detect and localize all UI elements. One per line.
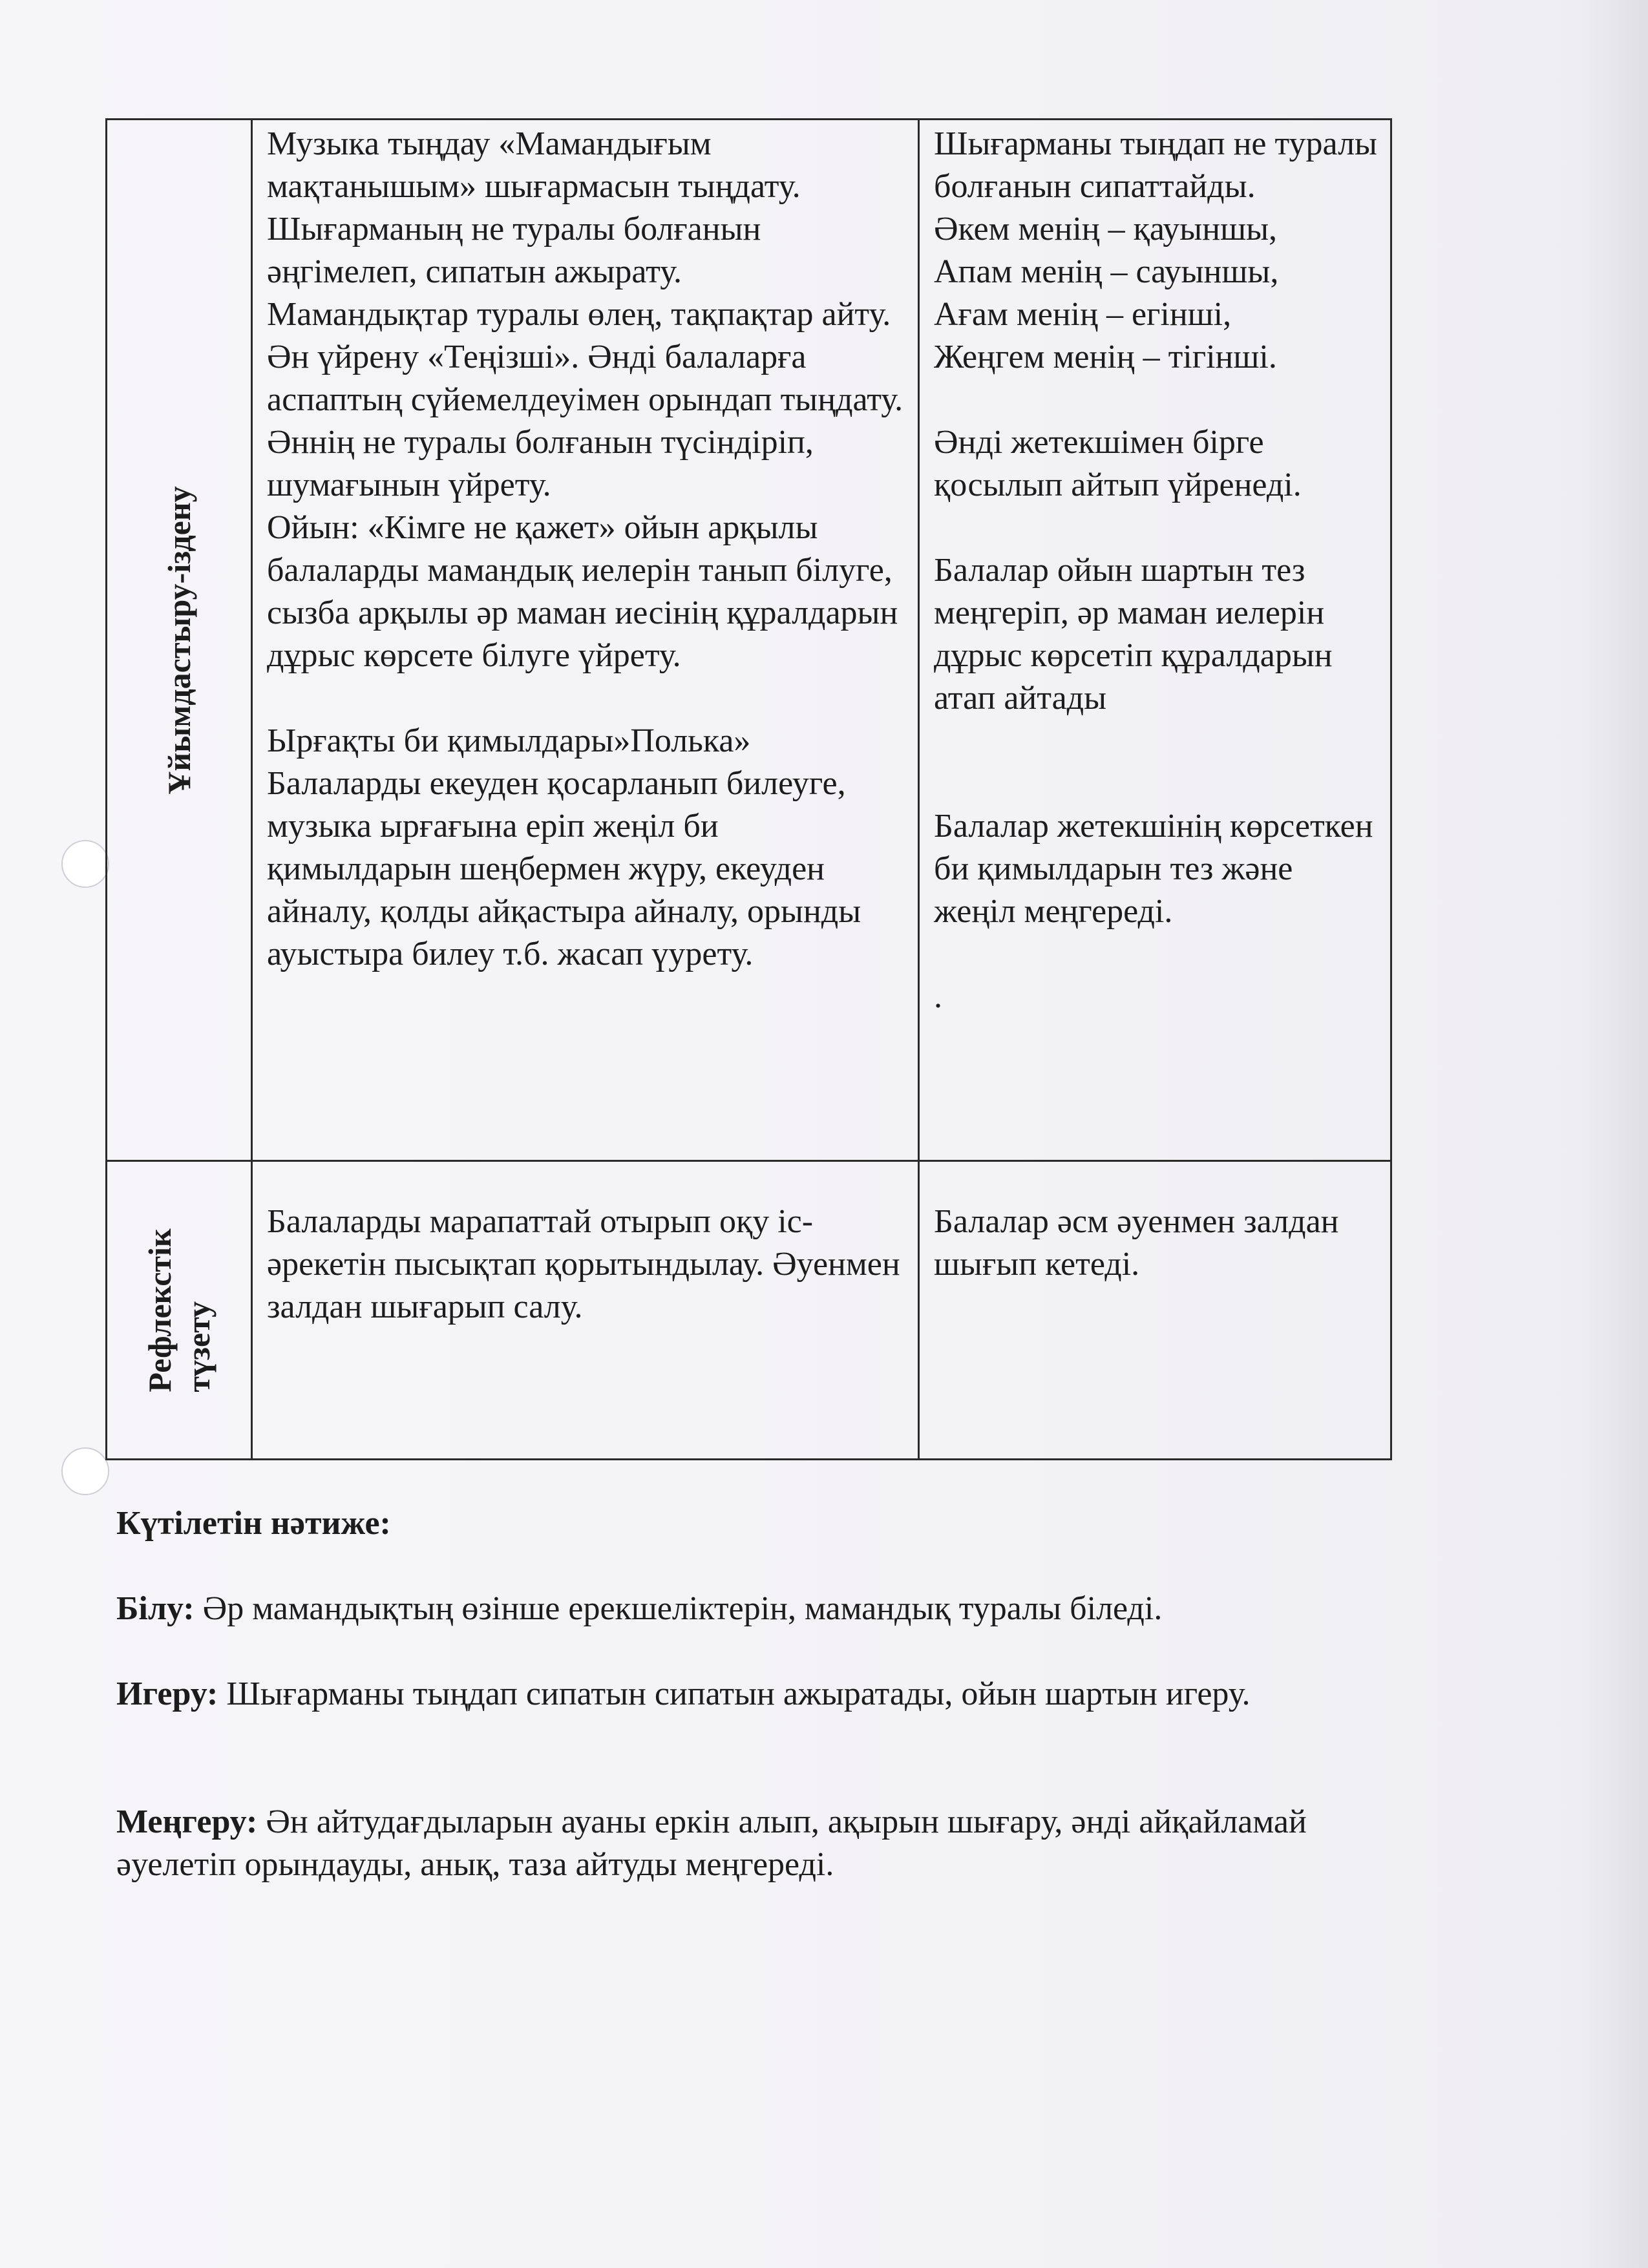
teacher-text: Мамандықтар туралы өлең, тақпақтар айту. — [267, 296, 891, 333]
child-activity-cell — [919, 1161, 1391, 1460]
teacher-text: Шығарманың не туралы болғанын әңгімелеп, сипатын ажырату. — [267, 211, 761, 290]
expected-results — [116, 1502, 1474, 1886]
stage-label: Ұйымдастыру-іздену — [161, 485, 197, 795]
child-text: Балалар әсм әуенмен залдан шығып кетеді. — [934, 1203, 1339, 1283]
teacher-text: Ырғақты би қимылдары»Полька» Балаларды екеуден қосарланып билеуге, музыка ырғағына еріп жеңіл би қимылдарын шеңбермен жүру, екеуден айналу, қолды айқастыра айналу, орынды ауыстыра билеу т.б. жасап үурету. — [267, 722, 861, 972]
results-heading: Күтілетін нәтиже: — [116, 1505, 391, 1542]
teacher-text: Ойын: «Кімге не қажет» ойын арқылы балаларды мамандық иелерін танып білуге, сызба арқылы әр маман иесінің құралдарын дұрыс көрсете білуге үйрету. — [267, 509, 898, 674]
stage-cell — [107, 1161, 252, 1460]
punch-hole-bottom — [61, 1447, 109, 1495]
table-row — [107, 1161, 1391, 1460]
result-know: Білу: Әр мамандықтың өзінше ерекшеліктерін, мамандық туралы біледі. — [116, 1590, 1163, 1627]
result-master: Игеру: Шығарманы тыңдап сипатын сипатын ажыратады, ойын шартын игеру. — [116, 1675, 1251, 1712]
teacher-text: Музыка тыңдау «Мамандығым мақтанышым» шығармасын тыңдату. — [267, 125, 801, 205]
child-activity-cell — [919, 120, 1391, 1161]
punch-hole-top — [61, 840, 109, 888]
poem-line: Апам менің – сауыншы, — [934, 253, 1279, 290]
child-text: Балалар ойын шартын тез меңгеріп, әр маман иелерін дұрыс көрсетіп құралдарын атап айтады — [934, 552, 1333, 717]
table-row — [107, 120, 1391, 1161]
scan-edge-shadow — [1577, 0, 1648, 2268]
lesson-plan-table — [105, 118, 1392, 1460]
poem-line: Жеңгем менің – тігінші. — [934, 339, 1277, 375]
child-text: Әнді жетекшімен бірге қосылып айтып үйренеді. — [934, 424, 1302, 503]
poem-line: Ағам менің – егінші, — [934, 296, 1232, 333]
child-text: Балалар жетекшінің көрсеткен би қимылдарын тез және жеңіл меңгереді. — [934, 808, 1373, 930]
result-skill: Меңгеру: Ән айтудағдыларын ауаны еркін алып, ақырын шығару, әнді айқайламай әуелетіп орындауды, анық, таза айтуды меңгереді. — [116, 1803, 1307, 1883]
stage-cell — [107, 120, 252, 1161]
child-text: Шығарманы тыңдап не туралы болғанын сипаттайды. — [934, 125, 1377, 205]
stage-label: Рефлекстік түзету — [142, 1228, 217, 1392]
teacher-text: Балаларды марапаттай отырып оқу іс-әрекетін пысықтап қорытындылау. Әуенмен залдан шығарып салу. — [267, 1203, 900, 1325]
child-text: . — [934, 978, 942, 1015]
teacher-activity-cell — [252, 120, 919, 1161]
teacher-activity-cell — [252, 1161, 919, 1460]
teacher-text: Әннің не туралы болғанын түсіндіріп, шумағынын үйрету. — [267, 424, 814, 503]
teacher-text: Ән үйрену «Теңізші». Әнді балаларға аспаптың сүйемелдеуімен орындап тыңдату. — [267, 339, 903, 418]
poem-line: Әкем менің – қауыншы, — [934, 211, 1278, 247]
